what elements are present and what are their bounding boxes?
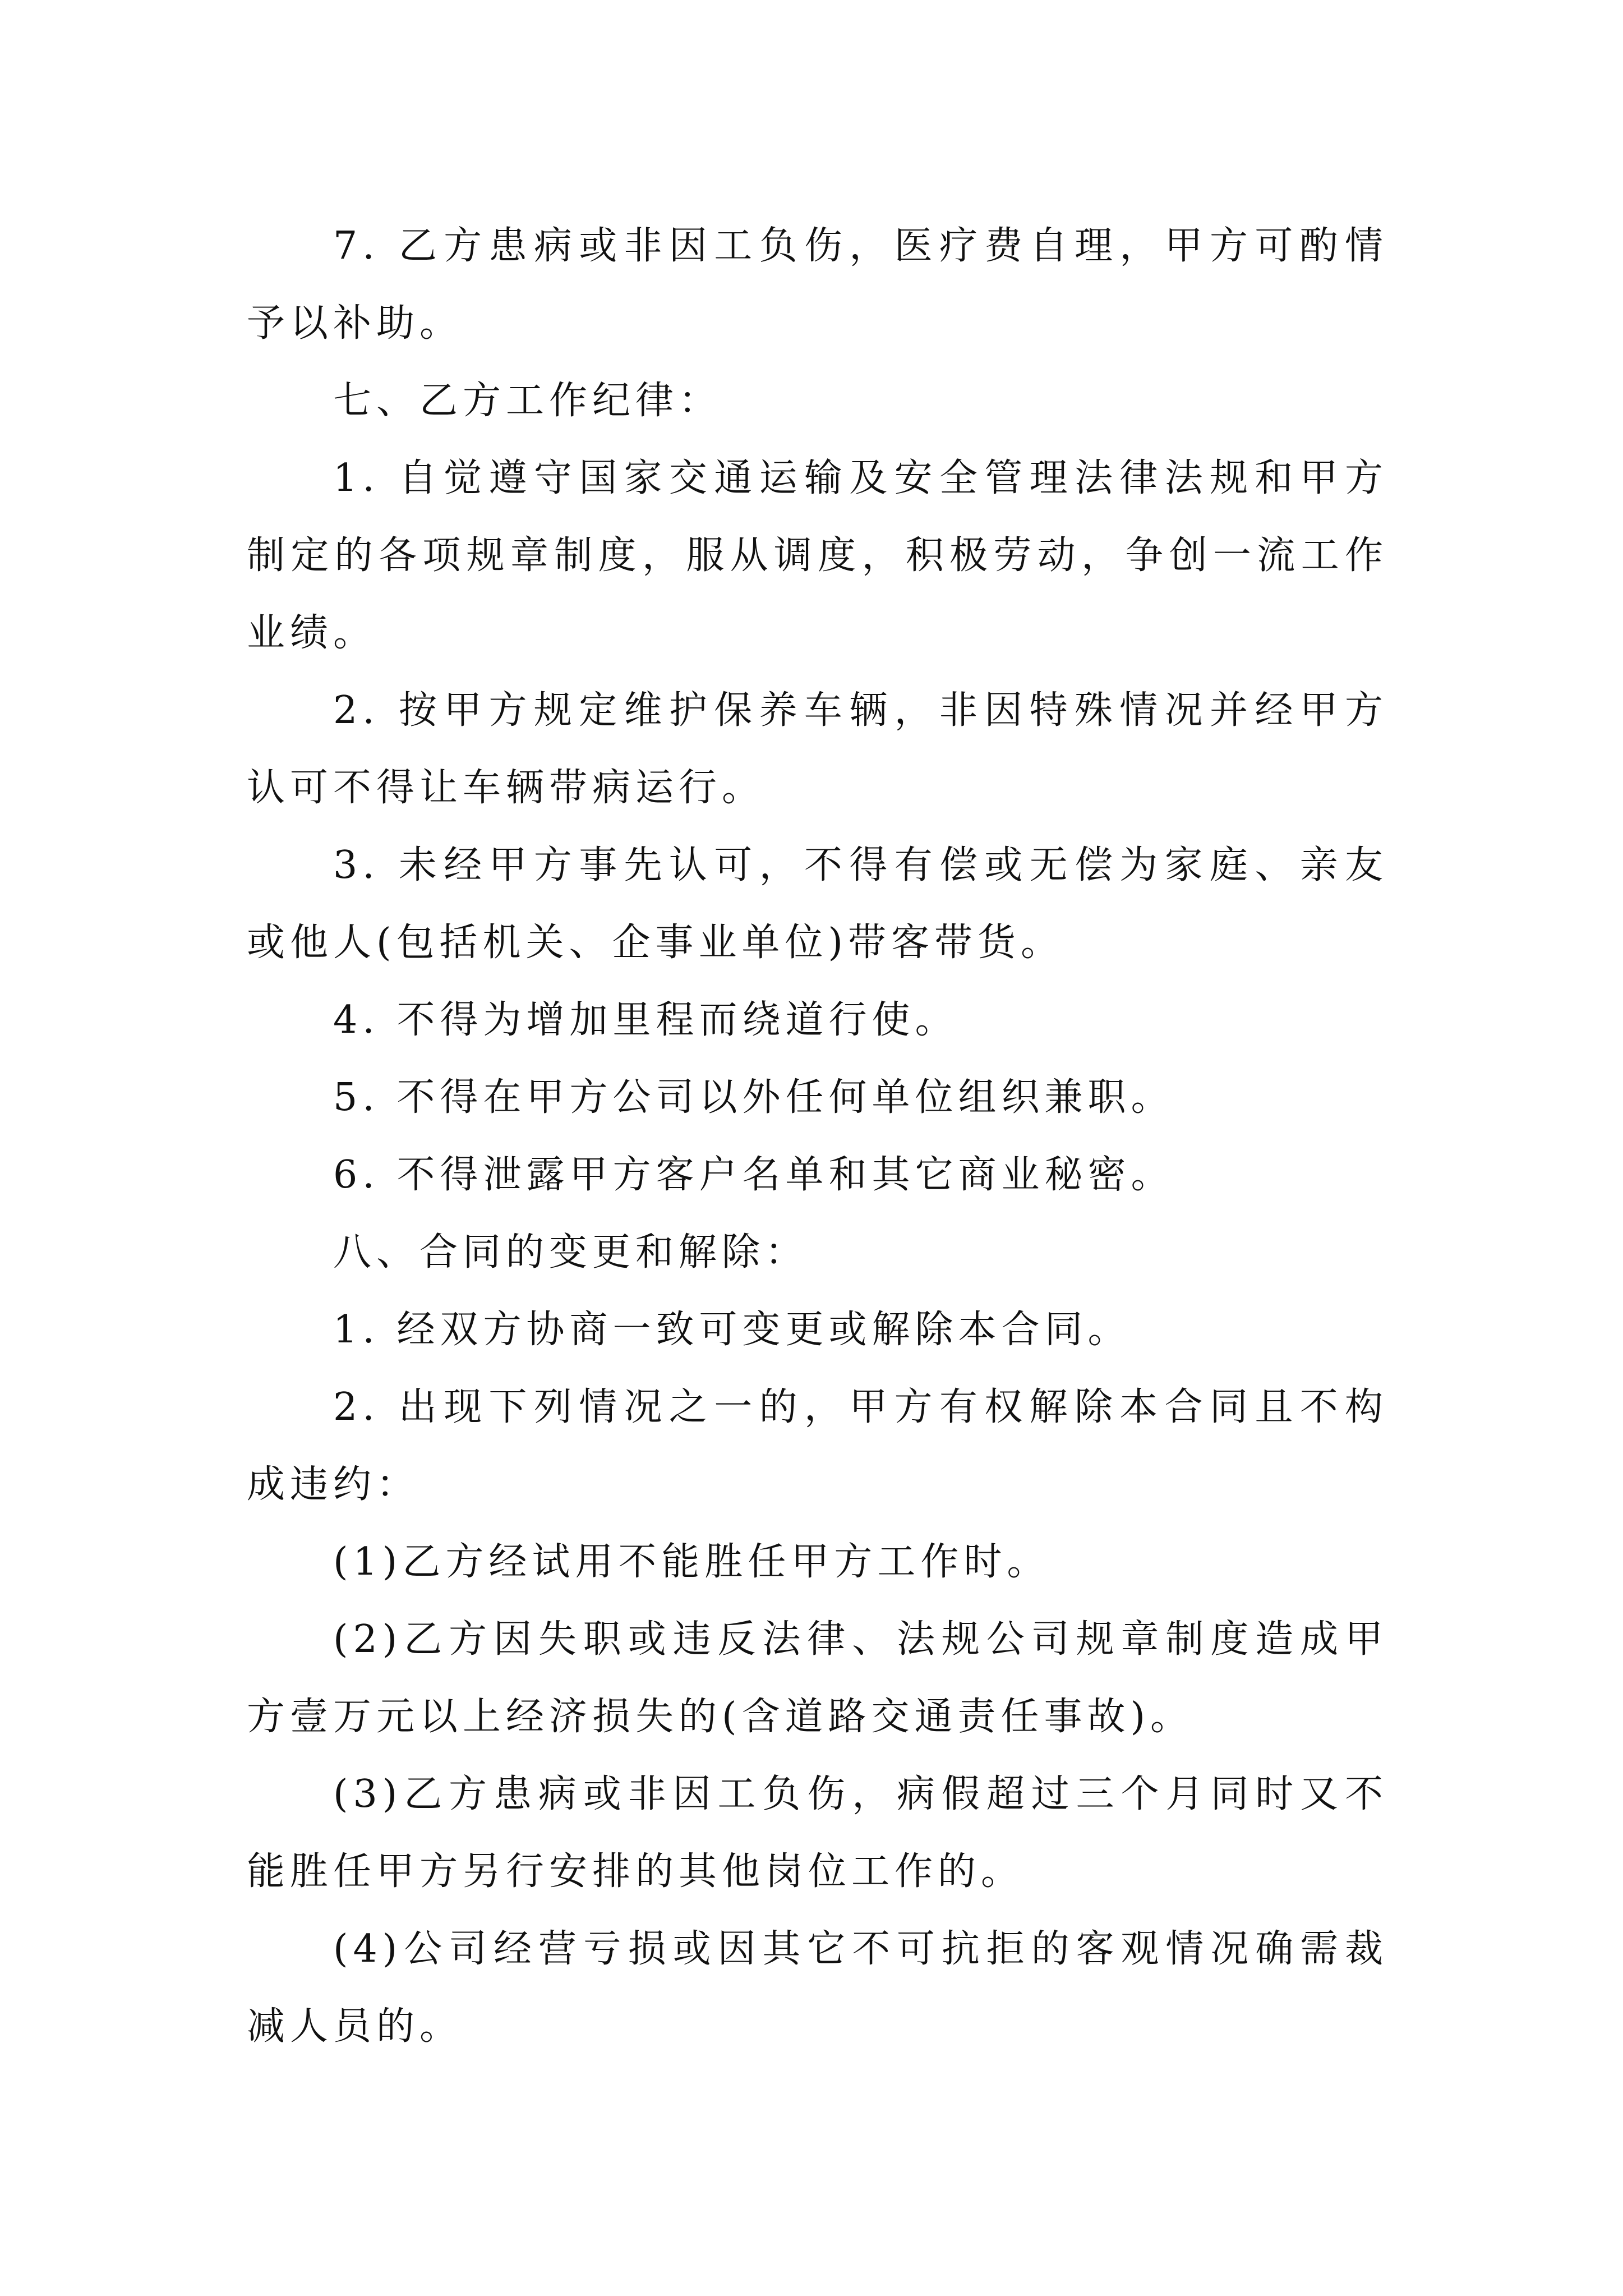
paragraph-discipline-6: 6. 不得泄露甲方客户名单和其它商业秘密。	[333, 1153, 1174, 1197]
section-heading-contract-change: 八、合同的变更和解除：	[333, 1230, 809, 1274]
paragraph-condition-1: (1)乙方经试用不能胜任甲方工作时。	[333, 1540, 1050, 1584]
paragraph-condition-2: (2)乙方因失职或违反法律、法规公司规章制度造成甲方壹万元以上经济损失的(含道路交通责任事故)。	[247, 1617, 1388, 1739]
paragraph-condition-3: (3)乙方患病或非因工负伤，病假超过三个月同时又不能胜任甲方另行安排的其他岗位工作的。	[247, 1772, 1388, 1894]
paragraph-discipline-5: 5. 不得在甲方公司以外任何单位组织兼职。	[333, 1075, 1174, 1120]
paragraph-discipline-2: 2. 按甲方规定维护保养车辆，非因特殊情况并经甲方认可不得让车辆带病运行。	[247, 688, 1388, 810]
paragraph-discipline-3: 3. 未经甲方事先认可，不得有偿或无偿为家庭、亲友或他人(包括机关、企事业单位)带客带货。	[247, 843, 1388, 965]
paragraph-discipline-4: 4. 不得为增加里程而绕道行使。	[333, 998, 958, 1042]
paragraph-condition-4: (4)公司经营亏损或因其它不可抗拒的客观情况确需裁减人员的。	[247, 1927, 1388, 2049]
paragraph-change-2: 2. 出现下列情况之一的，甲方有权解除本合同且不构成违约：	[247, 1385, 1388, 1507]
section-heading-work-discipline: 七、乙方工作纪律：	[333, 379, 722, 423]
paragraph-discipline-1: 1. 自觉遵守国家交通运输及安全管理法律法规和甲方制定的各项规章制度，服从调度，积极劳动，争创一流工作业绩。	[247, 456, 1388, 655]
paragraph-change-1: 1. 经双方协商一致可变更或解除本合同。	[333, 1308, 1131, 1352]
document-body	[247, 208, 1388, 2065]
paragraph-medical-expenses: 7. 乙方患病或非因工负伤，医疗费自理，甲方可酌情予以补助。	[247, 224, 1388, 346]
